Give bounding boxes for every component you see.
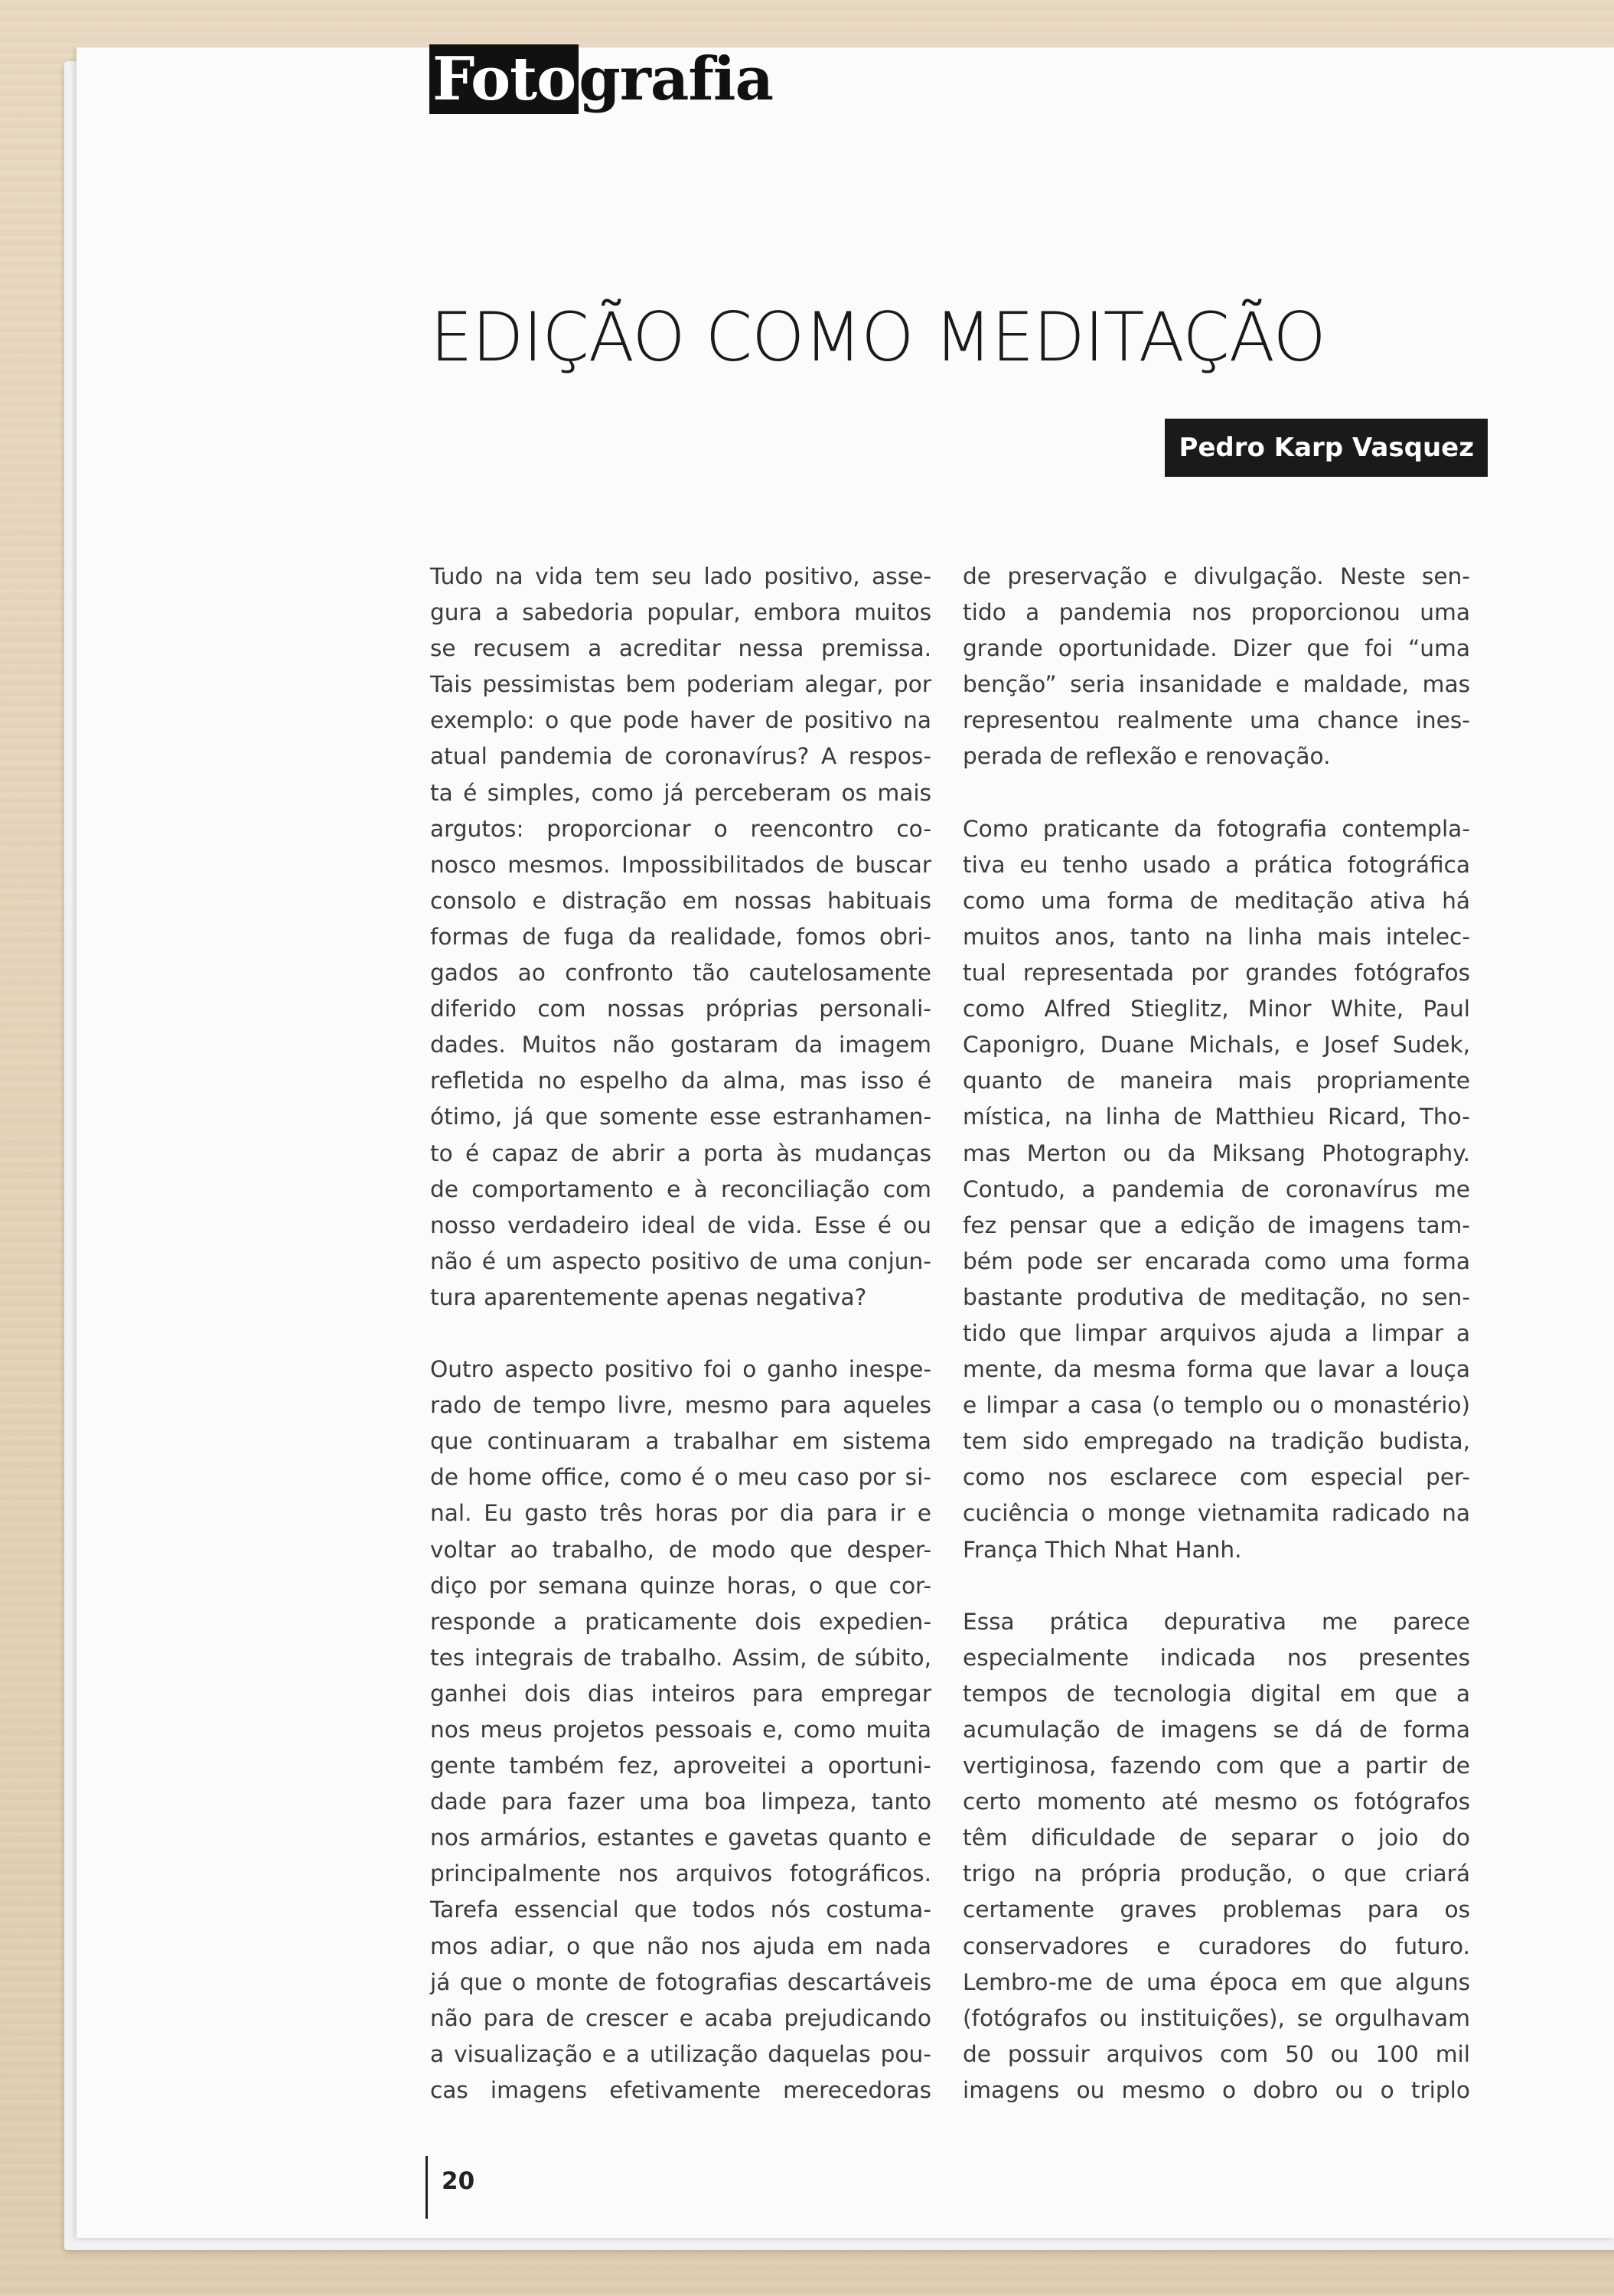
text-line: como uma forma de meditação ativa há bbox=[963, 887, 1470, 914]
magazine-page bbox=[77, 44, 1614, 2238]
article-title: EDIÇÃO COMO MEDITAÇÃO bbox=[430, 298, 1325, 377]
text-line: consolo e distração em nossas habituais bbox=[430, 887, 931, 914]
text-line: tem sido empregado na tradição budista, bbox=[963, 1428, 1470, 1455]
paragraph bbox=[963, 811, 1470, 1568]
text-line: formas de fuga da realidade, fomos obri- bbox=[430, 923, 931, 950]
text-line: responde a praticamente dois expedien- bbox=[430, 1608, 931, 1635]
right-column bbox=[963, 559, 1470, 2144]
text-line: mos adiar, o que não nos ajuda em nada bbox=[430, 1932, 931, 1959]
text-line: voltar ao trabalho, de modo que desper- bbox=[430, 1536, 931, 1563]
text-line: tura aparentemente apenas negativa? bbox=[430, 1283, 867, 1310]
paragraph bbox=[430, 1352, 931, 2108]
author-badge: Pedro Karp Vasquez bbox=[1165, 419, 1488, 477]
section-title-inverted: Foto bbox=[429, 44, 579, 114]
text-line: vertiginosa, fazendo com que a partir de bbox=[963, 1753, 1470, 1779]
text-line: Lembro-me de uma época em que alguns bbox=[963, 1968, 1470, 1995]
text-line: Tarefa essencial que todos nós costuma- bbox=[430, 1896, 931, 1923]
folio-rule bbox=[426, 2156, 428, 2219]
text-line: especialmente indicada nos presentes bbox=[963, 1644, 1470, 1671]
text-line: rado de tempo livre, mesmo para aqueles bbox=[430, 1392, 931, 1419]
text-line: muitos anos, tanto na linha mais intelec- bbox=[963, 923, 1470, 950]
text-line: tido que limpar arquivos ajuda a limpar a bbox=[963, 1319, 1470, 1346]
text-line: (fotógrafos ou instituições), se orgulhavam bbox=[963, 2004, 1470, 2031]
text-line: fez pensar que a edição de imagens tam- bbox=[963, 1212, 1470, 1238]
text-line: nosso verdadeiro ideal de vida. Esse é ou bbox=[430, 1212, 931, 1238]
text-line: a visualização e a utilização daquelas pou- bbox=[430, 2040, 931, 2067]
text-line: certamente graves problemas para os bbox=[963, 1896, 1470, 1923]
text-line: bém pode ser encarada como uma forma bbox=[963, 1247, 1470, 1274]
text-line: diço por semana quinze horas, o que cor- bbox=[430, 1572, 931, 1599]
text-line: como Alfred Stieglitz, Minor White, Paul bbox=[963, 996, 1470, 1022]
text-line: Caponigro, Duane Michals, e Josef Sudek, bbox=[963, 1032, 1470, 1058]
text-line: acumulação de imagens se dá de forma bbox=[963, 1717, 1470, 1743]
text-line: não para de crescer e acaba prejudicando bbox=[430, 2004, 931, 2031]
text-line: trigo na própria produção, o que criará bbox=[963, 1861, 1470, 1887]
text-line: Tudo na vida tem seu lado positivo, asse- bbox=[430, 563, 931, 589]
text-line: representou realmente uma chance ines- bbox=[963, 707, 1470, 734]
paragraph bbox=[430, 559, 931, 1316]
text-line: de comportamento e à reconciliação com bbox=[430, 1176, 931, 1202]
text-line: dades. Muitos não gostaram da imagem bbox=[430, 1032, 931, 1058]
text-line: tiva eu tenho usado a prática fotográfica bbox=[963, 851, 1470, 878]
text-line: bastante produtiva de meditação, no sen- bbox=[963, 1283, 1470, 1310]
text-line: tual representada por grandes fotógrafos bbox=[963, 960, 1470, 987]
text-line: mas Merton ou da Miksang Photography. bbox=[963, 1140, 1470, 1166]
text-line: Outro aspecto positivo foi o ganho inespe- bbox=[430, 1356, 931, 1383]
text-line: ótimo, já que somente esse estranhamen- bbox=[430, 1104, 931, 1130]
text-line: ganhei dois dias inteiros para empregar bbox=[430, 1680, 931, 1707]
text-line: tes integrais de trabalho. Assim, de súbito, bbox=[430, 1644, 931, 1671]
text-line: se recusem a acreditar nessa premissa. bbox=[430, 635, 931, 662]
text-line: Como praticante da fotografia contempla- bbox=[963, 815, 1470, 842]
text-line: não é um aspecto positivo de uma conjun- bbox=[430, 1247, 931, 1274]
text-line: imagens ou mesmo o dobro ou o triplo bbox=[963, 2076, 1470, 2103]
text-line: nos armários, estantes e gavetas quanto e bbox=[430, 1825, 931, 1851]
text-line: certo momento até mesmo os fotógrafos bbox=[963, 1789, 1470, 1815]
text-line: tempos de tecnologia digital em que a bbox=[963, 1680, 1470, 1707]
text-line: nal. Eu gasto três horas por dia para ir e bbox=[430, 1500, 931, 1527]
text-line: gente também fez, aproveitei a oportuni- bbox=[430, 1753, 931, 1779]
paragraph bbox=[963, 1604, 1470, 2108]
text-line: que continuaram a trabalhar em sistema bbox=[430, 1428, 931, 1455]
text-line: principalmente nos arquivos fotográficos. bbox=[430, 1861, 931, 1887]
text-line: atual pandemia de coronavírus? A respos- bbox=[430, 743, 931, 770]
text-line: conservadores e curadores do futuro. bbox=[963, 1932, 1470, 1959]
text-line: de home office, como é o meu caso por si- bbox=[430, 1464, 931, 1491]
text-line: de possuir arquivos com 50 ou 100 mil bbox=[963, 2040, 1470, 2067]
section-title bbox=[429, 44, 774, 114]
text-line: têm dificuldade de separar o joio do bbox=[963, 1825, 1470, 1851]
section-title-rest: grafia bbox=[579, 44, 774, 114]
text-line: quanto de maneira mais propriamente bbox=[963, 1068, 1470, 1094]
text-line: tido a pandemia nos proporcionou uma bbox=[963, 599, 1470, 626]
text-line: argutos: proporcionar o reencontro co- bbox=[430, 815, 931, 842]
text-line: Essa prática depurativa me parece bbox=[963, 1608, 1470, 1635]
text-line: dade para fazer uma boa limpeza, tanto bbox=[430, 1789, 931, 1815]
text-line: exemplo: o que pode haver de positivo na bbox=[430, 707, 931, 734]
text-line: já que o monte de fotografias descartáveis bbox=[430, 1968, 931, 1995]
text-line: França Thich Nhat Hanh. bbox=[963, 1536, 1242, 1563]
page-number: 20 bbox=[442, 2167, 475, 2195]
text-line: como nos esclarece com especial per- bbox=[963, 1464, 1470, 1491]
text-line: refletida no espelho da alma, mas isso é bbox=[430, 1068, 931, 1094]
text-line: gura a sabedoria popular, embora muitos bbox=[430, 599, 931, 626]
text-line: nos meus projetos pessoais e, como muita bbox=[430, 1717, 931, 1743]
left-column bbox=[430, 559, 931, 2144]
text-line: perada de reflexão e renovação. bbox=[963, 743, 1331, 770]
text-line: Contudo, a pandemia de coronavírus me bbox=[963, 1176, 1470, 1202]
text-line: benção” seria insanidade e maldade, mas bbox=[963, 671, 1470, 698]
text-line: grande oportunidade. Dizer que foi “uma bbox=[963, 635, 1470, 662]
text-line: to é capaz de abrir a porta às mudanças bbox=[430, 1140, 931, 1166]
text-line: mente, da mesma forma que lavar a louça bbox=[963, 1356, 1470, 1383]
text-line: Tais pessimistas bem poderiam alegar, por bbox=[430, 671, 931, 698]
text-line: cas imagens efetivamente merecedoras bbox=[430, 2076, 931, 2103]
text-line: e limpar a casa (o templo ou o monastério) bbox=[963, 1392, 1470, 1419]
text-line: nosco mesmos. Impossibilitados de buscar bbox=[430, 851, 931, 878]
text-line: ta é simples, como já perceberam os mais bbox=[430, 779, 931, 806]
text-line: mística, na linha de Matthieu Ricard, Tho- bbox=[963, 1104, 1470, 1130]
text-line: cuciência o monge vietnamita radicado na bbox=[963, 1500, 1470, 1527]
paragraph bbox=[963, 559, 1470, 775]
text-line: gados ao confronto tão cautelosamente bbox=[430, 960, 931, 987]
text-line: de preservação e divulgação. Neste sen- bbox=[963, 563, 1470, 589]
text-line: diferido com nossas próprias personali- bbox=[430, 996, 931, 1022]
